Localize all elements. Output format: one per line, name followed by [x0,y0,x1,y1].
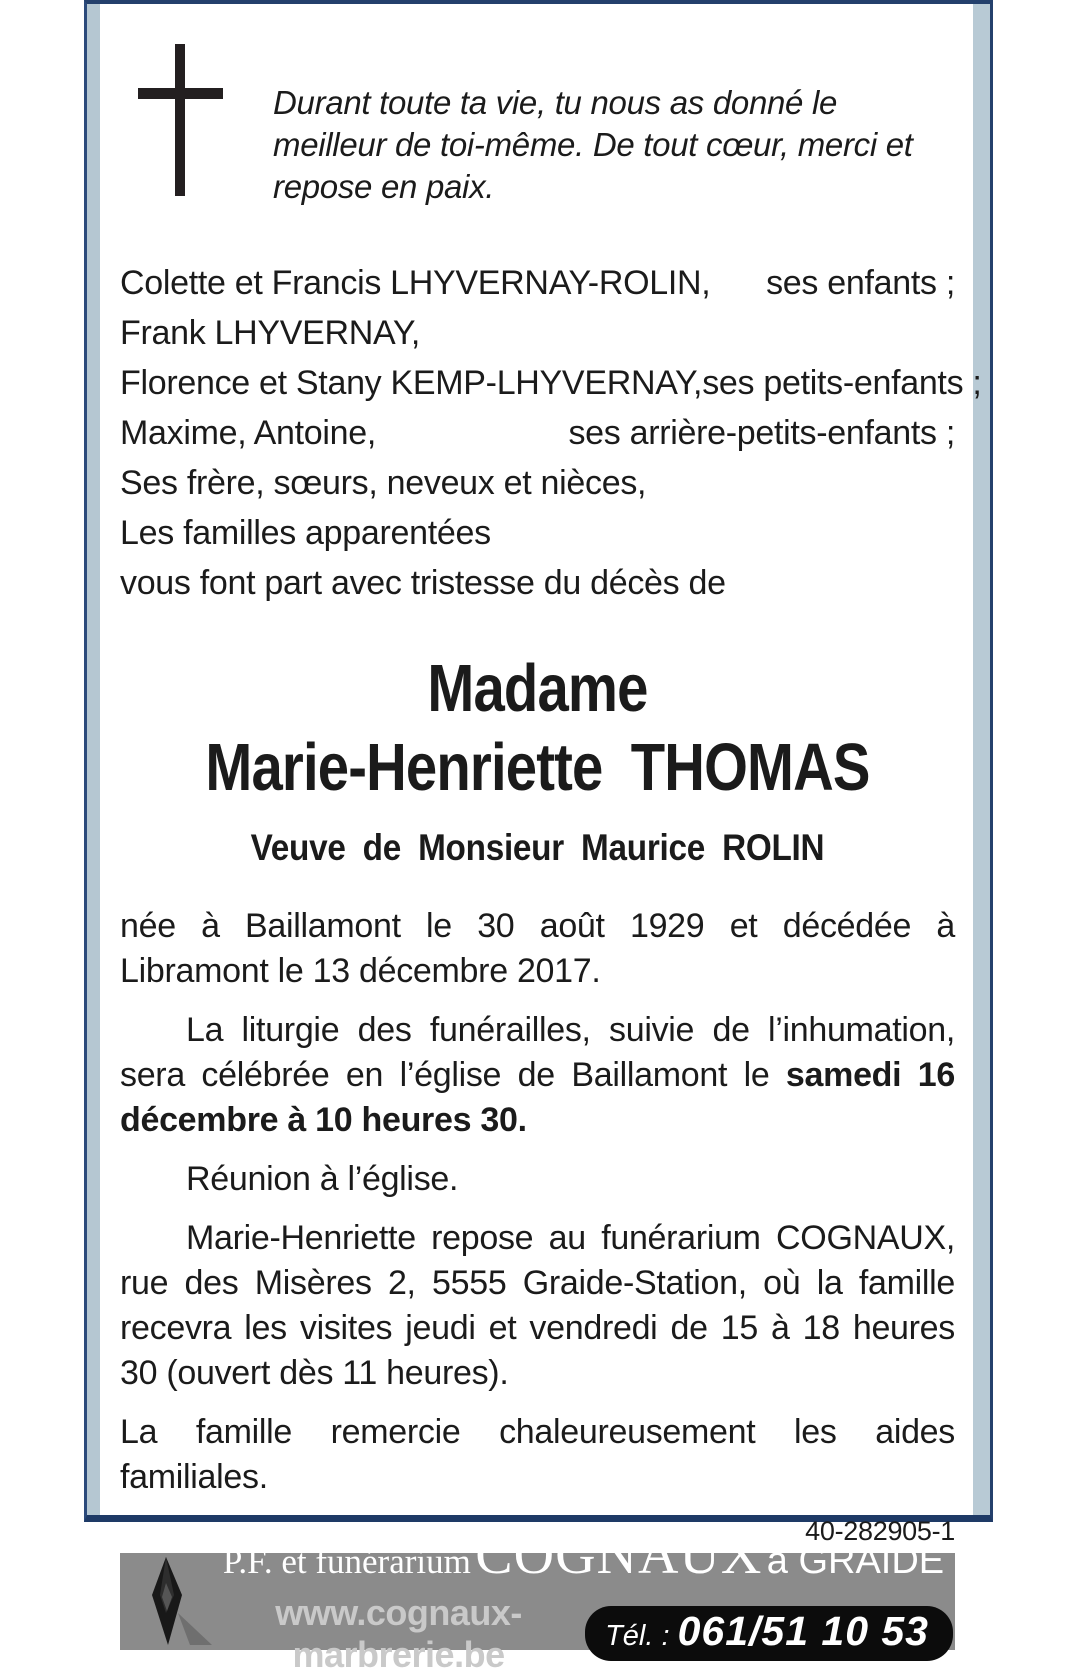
phone-badge [585,1606,953,1661]
memorial-quote: Durant toute ta vie, tu nous as donné le meilleur de toi-même. De tout cœur, merci et repose en paix. [273,84,913,205]
family-line-names: Maxime, Antoine, [120,414,376,452]
paragraph-birth-death: née à Baillamont le 30 août 1929 et décédée à Libramont le 13 décembre 2017. [120,907,955,990]
notice-frame [84,0,993,1675]
family-line [120,408,955,458]
reference-number: 40-282905-1 [805,1516,955,1546]
paragraph-liturgy [120,1008,955,1143]
family-line-relation: ses petits-enfants ; [702,364,982,402]
banner-location: à GRAIDE [766,1539,945,1582]
deceased-subtitle: Veuve de Monsieur Maurice ROLIN [250,827,825,868]
family-line [120,258,955,308]
cross-icon [138,44,223,196]
family-line-names: Colette et Francis LHYVERNAY-ROLIN, [120,264,711,302]
paragraph-thanks: La famille remercie chaleureusement les aides familiales. [120,1413,955,1496]
family-line [120,308,955,358]
banner-contact-line [212,1592,955,1676]
liturgy-date-bold: samedi 16 décembre à 10 heures 30. [120,1056,955,1139]
monument-kite-icon [120,1553,212,1650]
family-line-names: vous font part avec tristesse du décès de [120,564,726,602]
liturgy-text: La liturgie des funérailles, suivie de l’inhumation, sera célébrée en l’église de Baillamont le [120,1011,955,1094]
family-line-relation: ses enfants ; [766,264,955,302]
paragraph-funerarium: Marie-Henriette repose au funérarium COGNAUX, rue des Misères 2, 5555 Graide-Station, où la famille recevra les visites jeudi et vendredi de 15 à 18 heures 30 (ouvert dès 11 heures). [120,1219,955,1392]
phone-number: 061/51 10 53 [677,1608,929,1654]
deceased-honorific: Madame [427,651,648,726]
header-row [120,44,955,208]
deceased-title-block [120,650,955,870]
funeral-home-logo [120,1553,212,1650]
family-line [120,358,982,408]
family-line-names: Frank LHYVERNAY, [120,314,421,352]
banner-website: www.cognaux-marbrerie.be [275,1591,522,1675]
deceased-name: Marie-Henriette THOMAS [205,730,870,805]
notice-paragraphs [120,904,955,1500]
right-edge-strip [973,4,990,1515]
banner-brand: COGNAUX [475,1523,763,1586]
family-line-relation: ses arrière-petits-enfants ; [568,414,955,452]
left-edge-strip [87,4,100,1515]
family-line-names: Les familles apparentées [120,514,491,552]
family-line-names: Florence et Stany KEMP-LHYVERNAY, [120,364,703,402]
banner-title-line [212,1523,955,1594]
banner-prefix: P.F. et funérarium [222,1541,471,1581]
family-list [120,258,982,608]
family-line [120,558,955,608]
paragraph-meeting: Réunion à l’église. [186,1160,459,1198]
family-line-names: Ses frère, sœurs, neveux et nièces, [120,464,647,502]
notice-content [100,4,982,1675]
phone-label: Tél. : [605,1620,678,1652]
family-line [120,508,955,558]
family-line [120,458,955,508]
